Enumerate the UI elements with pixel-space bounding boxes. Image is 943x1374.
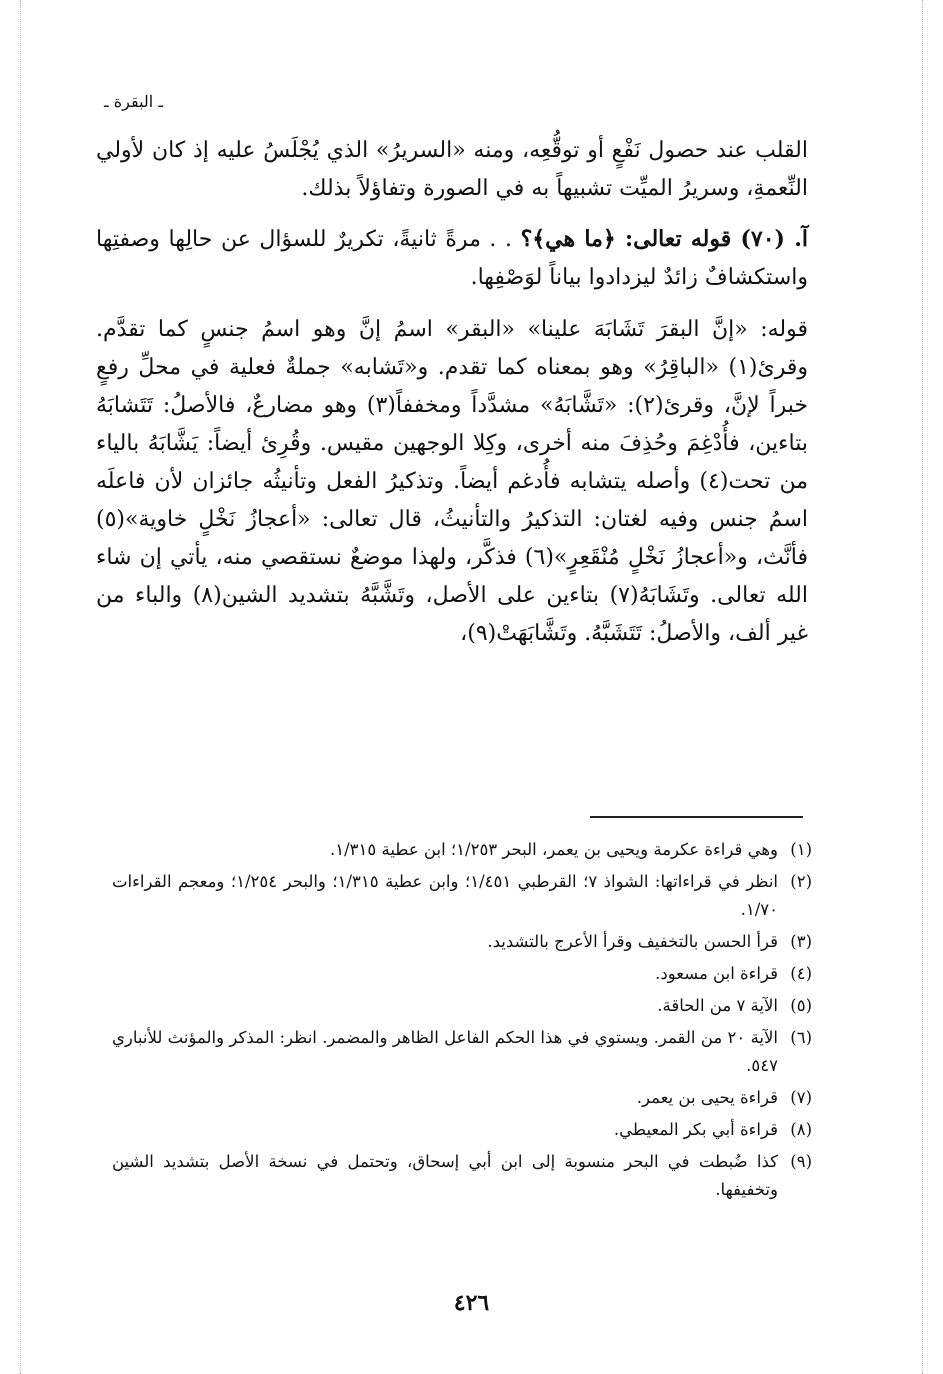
footnote-item (112, 1148, 812, 1204)
footnote-item (112, 1116, 812, 1144)
footnote-number: (٧) (790, 1088, 812, 1107)
running-head: ـ البقرة ـ (104, 92, 163, 111)
footnote-item (112, 960, 812, 988)
footnote-number: (١) (790, 840, 812, 859)
paragraph-commentary: قوله: «إنَّ البقرَ تَشَابَهَ علينا» «البقر» اسمُ إنَّ وهو اسمُ جنسٍ كما تقدَّم. وقرئ(١) «الباقِرُ» وهو بمعناه كما تقدم. و«تَشابه» جملةٌ فعلية في محلِّ رفعٍ خبراً لإنَّ، وقرئ(٢): «تَشَّابَهُ» مشدَّداً ومخففاً(٣) وهو مضارعٌ، فالأصلُ: تَتَشابَهُ بتاءين، فأُدْغِمَ وحُذِفَ منه أخرى، وكِلا الوجهين مقيس. وقُرِئ أيضاً: يَشَّابَهُ بالياء من تحت(٤) وأصله يتشابه فأُدغم أيضاً. وتذكيرُ الفعل وتأنيثُه جائزان لأن فاعلَه اسمُ جنس وفيه لغتان: التذكيرُ والتأنيثُ، قال تعالى: «أعجازُ نَخْلٍ خاوية»(٥) فأنَّث، و«أعجازُ نَخْلٍ مُنْقَعِرٍ»(٦) فذكَّر، ولهذا موضعٌ نستقصي منه، يأتي إن شاء الله تعالى. وتَشَابَهُ(٧) بتاءين على الأصل، وتَشَّبَّهُ بتشديد الشين(٨) والباء من غير ألف، والأصلُ: تَتَشَبَّهُ. وتَشَّابَهَتْ(٩)، (96, 317, 808, 646)
footnote-item (112, 1024, 812, 1080)
verse-heading: آ. (٧٠) قوله تعالى: ﴿ما هي﴾؟ (520, 226, 808, 252)
footnote-text: كذا ضُبطت في البحر منسوبة إلى ابن أبي إسحاق، وتحتمل في نسخة الأصل بتشديد الشين وتخفيفها. (112, 1152, 778, 1199)
footnote-item (112, 1084, 812, 1112)
footnote-number: (٣) (790, 932, 812, 951)
footnote-number: (٨) (790, 1120, 812, 1139)
footnote-item (112, 928, 812, 956)
footnote-text: قراءة ابن مسعود. (655, 964, 778, 983)
footnote-item (112, 992, 812, 1020)
footnote-number: (٦) (790, 1028, 812, 1047)
footnote-text: الآية ٧ من الحاقة. (657, 996, 778, 1015)
footnote-text: وهي قراءة عكرمة ويحيى بن يعمر، البحر ١/٢٥٣؛ ابن عطية ١/٣١٥. (329, 840, 778, 859)
footnote-text: الآية ٢٠ من القمر. ويستوي في هذا الحكم الفاعل الظاهر والمضمر. انظر: المذكر والمؤنث للأنباري ٥٤٧. (112, 1028, 778, 1075)
main-text (96, 132, 808, 653)
footnote-item (112, 836, 812, 864)
footnote-number: (٥) (790, 996, 812, 1015)
footnotes-list (112, 836, 812, 1208)
footnote-number: (٤) (790, 964, 812, 983)
footnote-text: انظر في قراءاتها: الشواذ ٧؛ القرطبي ١/٤٥١؛ وابن عطية ١/٣١٥؛ والبحر ١/٢٥٤؛ ومعجم القراءات ١/٧٠. (112, 872, 779, 919)
footnote-text: قراءة يحيى بن يعمر. (636, 1088, 778, 1107)
verse-commentary: . . مرةً ثانيةً، تكريرٌ للسؤال عن حالِها وصفتِها واستكشافٌ زائدٌ ليزدادوا بياناً لوَصْفِها. (96, 227, 808, 290)
page-edge-right (922, 0, 923, 1374)
footnote-divider (590, 816, 803, 818)
page-number: ٤٢٦ (453, 1290, 490, 1316)
footnote-item (112, 868, 812, 924)
footnote-number: (٩) (790, 1152, 812, 1171)
footnote-number: (٢) (790, 872, 812, 891)
footnote-text: قراءة أبي بكر المعيطي. (613, 1120, 778, 1139)
paragraph-intro: القلب عند حصول نَفْعٍ أو توقُّعِه، ومنه «السريرُ» الذي يُجْلَسُ عليه إذ كان لأولي النِّعمةِ، وسريرُ الميِّت تشبيهاً به في الصورة وتفاؤلاً بذلك. (96, 138, 808, 201)
page-edge-left (20, 0, 21, 1374)
footnote-text: قرأ الحسن بالتخفيف وقرأ الأعرج بالتشديد. (487, 932, 778, 951)
paragraph-verse-70 (96, 220, 808, 297)
